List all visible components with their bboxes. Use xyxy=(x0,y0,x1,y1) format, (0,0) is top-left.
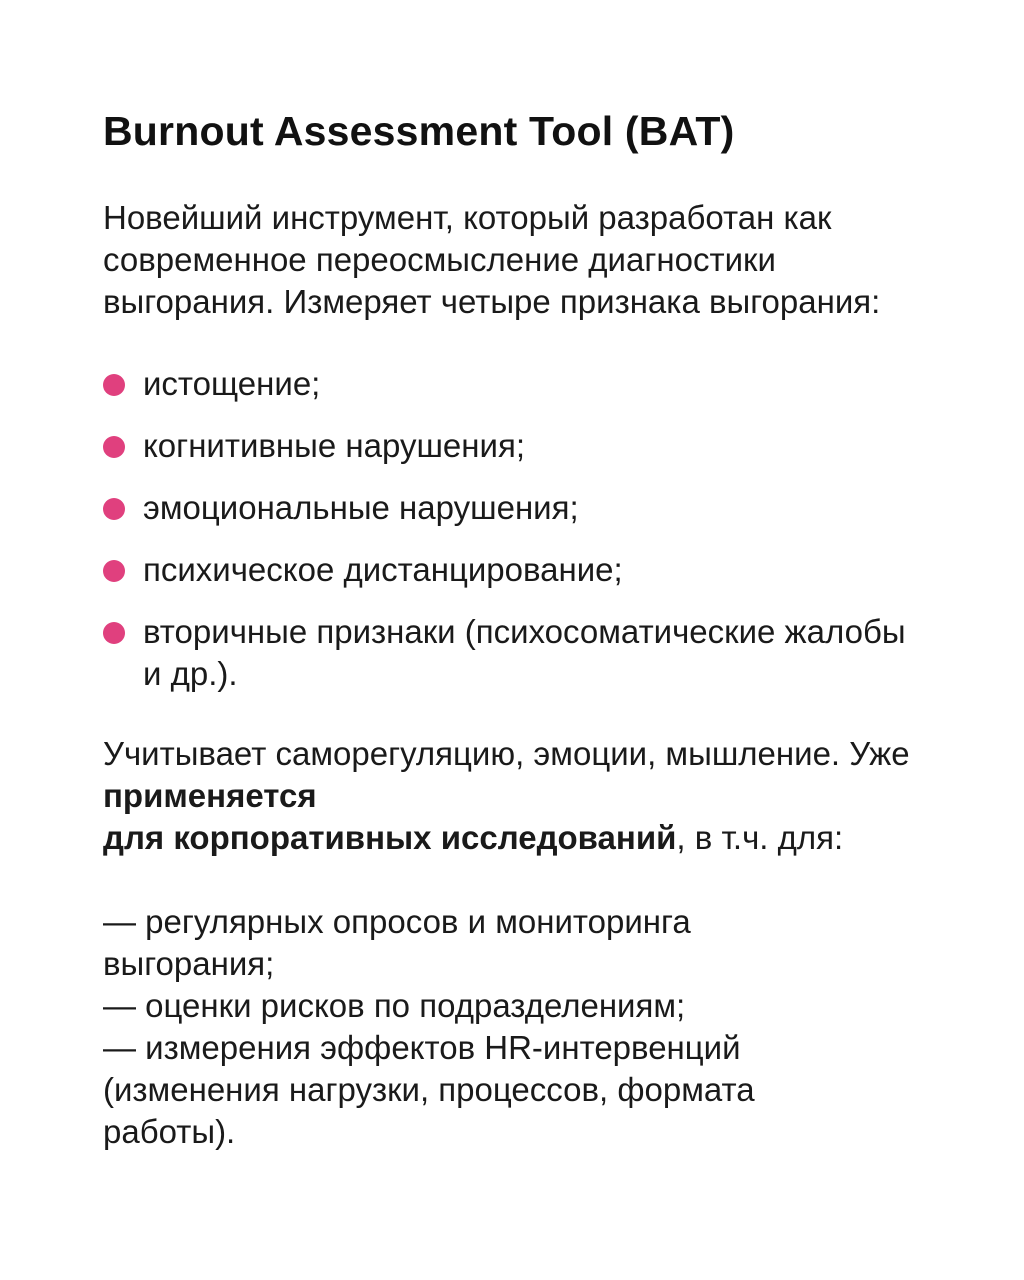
usage-paragraph xyxy=(103,733,923,859)
dash-list-item: — регулярных опросов и мониторинга выгорания; xyxy=(103,903,691,982)
burnout-signs-list xyxy=(103,363,923,695)
usage-tail-text: , в т.ч. для: xyxy=(676,819,844,856)
usage-lead-text: Учитывает саморегуляцию, эмоции, мышление. Уже xyxy=(103,735,910,772)
bullet-dot-icon xyxy=(103,436,125,458)
bullet-dot-icon xyxy=(103,560,125,582)
list-item xyxy=(103,425,923,467)
list-item-text: психическое дистанцирование; xyxy=(143,551,623,588)
list-item xyxy=(103,487,923,529)
slide-content xyxy=(103,100,923,1153)
list-item-text: истощение; xyxy=(143,365,321,402)
bullet-dot-icon xyxy=(103,374,125,396)
list-item xyxy=(103,363,923,405)
page-title: Burnout Assessment Tool (BAT) xyxy=(103,108,735,154)
usage-bold-text-2: для корпоративных исследований xyxy=(103,819,677,856)
list-item xyxy=(103,611,923,695)
list-item xyxy=(103,549,923,591)
bullet-dot-icon xyxy=(103,498,125,520)
dash-list-item: — оценки рисков по подразделениям; xyxy=(103,987,686,1024)
bullet-dot-icon xyxy=(103,622,125,644)
usage-bold-text: применяется xyxy=(103,777,317,814)
list-item-text: когнитивные нарушения; xyxy=(143,427,525,464)
list-item-text: эмоциональные нарушения; xyxy=(143,489,579,526)
list-item-text: вторичные признаки (психосоматические жалобы и др.). xyxy=(143,613,906,692)
usage-dash-list xyxy=(103,901,863,1153)
intro-paragraph: Новейший инструмент, который разработан как современное переосмысление диагностики выгорания. Измеряет четыре признака выгорания: xyxy=(103,199,881,320)
dash-list-item: — измерения эффектов HR-интервенций (изменения нагрузки, процессов, формата работы). xyxy=(103,1029,755,1150)
